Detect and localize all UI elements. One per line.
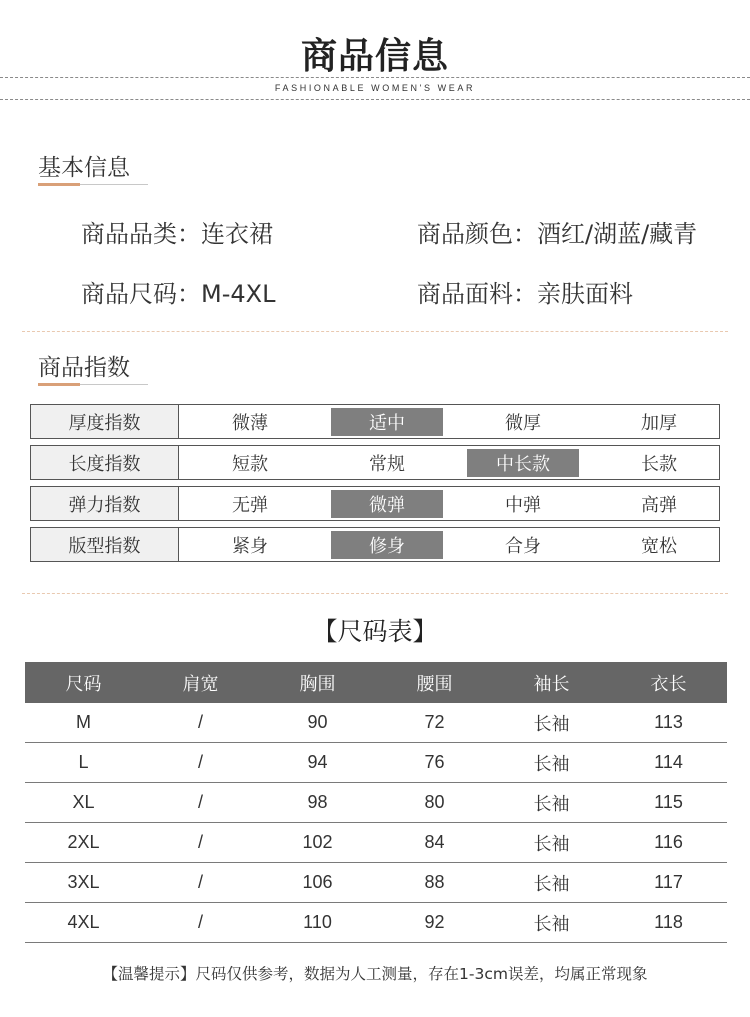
table-cell: 72 bbox=[376, 703, 493, 743]
table-cell: / bbox=[142, 823, 259, 863]
index-option: 加厚 bbox=[641, 413, 677, 434]
table-cell: 102 bbox=[259, 823, 376, 863]
title-divider-top bbox=[0, 77, 750, 78]
index-row-label: 长度指数 bbox=[31, 446, 179, 479]
table-cell: 110 bbox=[259, 903, 376, 943]
table-cell: / bbox=[142, 743, 259, 783]
table-row bbox=[25, 703, 727, 743]
size-note: 【温馨提示】尺码仅供参考，数据为人工测量，存在1-3cm误差，均属正常现象 bbox=[102, 965, 648, 983]
index-row-label: 弹力指数 bbox=[31, 487, 179, 520]
size-table-body bbox=[25, 703, 727, 943]
table-cell: 114 bbox=[610, 743, 727, 783]
info-value: 亲肤面料 bbox=[537, 280, 633, 308]
table-cell: 长袖 bbox=[493, 863, 610, 903]
table-cell: / bbox=[142, 783, 259, 823]
table-cell: L bbox=[25, 743, 142, 783]
index-option-selected: 适中 bbox=[331, 408, 443, 436]
table-cell: 4XL bbox=[25, 903, 142, 943]
table-cell: 98 bbox=[259, 783, 376, 823]
info-label: 商品尺码： bbox=[81, 280, 201, 308]
size-table-header-row bbox=[25, 662, 727, 703]
section-divider bbox=[22, 331, 728, 332]
index-heading: 商品指数 bbox=[38, 355, 130, 381]
table-cell: M bbox=[25, 703, 142, 743]
index-accent bbox=[38, 383, 80, 386]
size-table bbox=[25, 662, 727, 943]
table-cell: 长袖 bbox=[493, 903, 610, 943]
index-option: 高弹 bbox=[641, 495, 677, 516]
index-row-label: 版型指数 bbox=[31, 528, 179, 561]
table-cell: / bbox=[142, 863, 259, 903]
table-cell: / bbox=[142, 703, 259, 743]
size-table-header-cell: 尺码 bbox=[25, 662, 142, 703]
table-cell: 118 bbox=[610, 903, 727, 943]
table-cell: 长袖 bbox=[493, 703, 610, 743]
table-row bbox=[25, 783, 727, 823]
size-table-title: 【尺码表】 bbox=[312, 617, 438, 646]
page-title: 商品信息 bbox=[300, 35, 449, 77]
table-cell: 115 bbox=[610, 783, 727, 823]
info-label: 商品颜色： bbox=[417, 220, 537, 248]
table-cell: 113 bbox=[610, 703, 727, 743]
index-row-label: 厚度指数 bbox=[31, 405, 179, 438]
table-cell: 76 bbox=[376, 743, 493, 783]
info-fabric bbox=[417, 274, 633, 309]
table-row bbox=[25, 823, 727, 863]
index-option: 无弹 bbox=[232, 495, 268, 516]
table-cell: 92 bbox=[376, 903, 493, 943]
info-value: 连衣裙 bbox=[201, 220, 273, 248]
index-row bbox=[30, 527, 720, 562]
info-size bbox=[81, 274, 275, 309]
table-cell: 长袖 bbox=[493, 823, 610, 863]
table-cell: 94 bbox=[259, 743, 376, 783]
table-row bbox=[25, 743, 727, 783]
index-option-selected: 微弹 bbox=[331, 490, 443, 518]
index-option: 长款 bbox=[641, 454, 677, 475]
info-value: M-4XL bbox=[201, 280, 276, 308]
info-label: 商品面料： bbox=[417, 280, 537, 308]
size-table-header-cell: 衣长 bbox=[610, 662, 727, 703]
size-table-header-cell: 腰围 bbox=[376, 662, 493, 703]
table-cell: 90 bbox=[259, 703, 376, 743]
index-option: 合身 bbox=[505, 536, 541, 557]
index-option: 紧身 bbox=[232, 536, 268, 557]
table-cell: 3XL bbox=[25, 863, 142, 903]
index-option-selected: 中长款 bbox=[467, 449, 579, 477]
title-divider-bottom bbox=[0, 99, 750, 100]
table-cell: 2XL bbox=[25, 823, 142, 863]
index-options bbox=[179, 487, 719, 520]
index-option: 中弹 bbox=[505, 495, 541, 516]
index-options bbox=[179, 528, 719, 561]
index-row bbox=[30, 404, 720, 439]
index-option: 宽松 bbox=[641, 536, 677, 557]
index-option-selected: 修身 bbox=[331, 531, 443, 559]
size-table-header-cell: 袖长 bbox=[493, 662, 610, 703]
index-row bbox=[30, 486, 720, 521]
table-cell: 117 bbox=[610, 863, 727, 903]
table-cell: 84 bbox=[376, 823, 493, 863]
index-option: 微薄 bbox=[232, 413, 268, 434]
basic-info-accent bbox=[38, 183, 80, 186]
index-option: 常规 bbox=[369, 454, 405, 475]
info-label: 商品品类： bbox=[81, 220, 201, 248]
table-cell: 116 bbox=[610, 823, 727, 863]
table-cell: / bbox=[142, 903, 259, 943]
table-cell: 106 bbox=[259, 863, 376, 903]
index-options bbox=[179, 405, 719, 438]
index-option: 短款 bbox=[232, 454, 268, 475]
table-cell: 88 bbox=[376, 863, 493, 903]
size-table-header-cell: 胸围 bbox=[259, 662, 376, 703]
index-row bbox=[30, 445, 720, 480]
page-subtitle: FASHIONABLE WOMEN'S WEAR bbox=[274, 83, 476, 93]
index-option: 微厚 bbox=[505, 413, 541, 434]
table-cell: 长袖 bbox=[493, 783, 610, 823]
info-category bbox=[81, 214, 273, 249]
section-divider bbox=[22, 593, 728, 594]
table-row bbox=[25, 903, 727, 943]
size-table-header-cell: 肩宽 bbox=[142, 662, 259, 703]
table-cell: 80 bbox=[376, 783, 493, 823]
info-color bbox=[417, 214, 697, 249]
table-cell: 长袖 bbox=[493, 743, 610, 783]
info-value: 酒红/湖蓝/藏青 bbox=[537, 220, 698, 248]
basic-info-heading: 基本信息 bbox=[38, 155, 130, 181]
table-row bbox=[25, 863, 727, 903]
index-options bbox=[179, 446, 719, 479]
table-cell: XL bbox=[25, 783, 142, 823]
